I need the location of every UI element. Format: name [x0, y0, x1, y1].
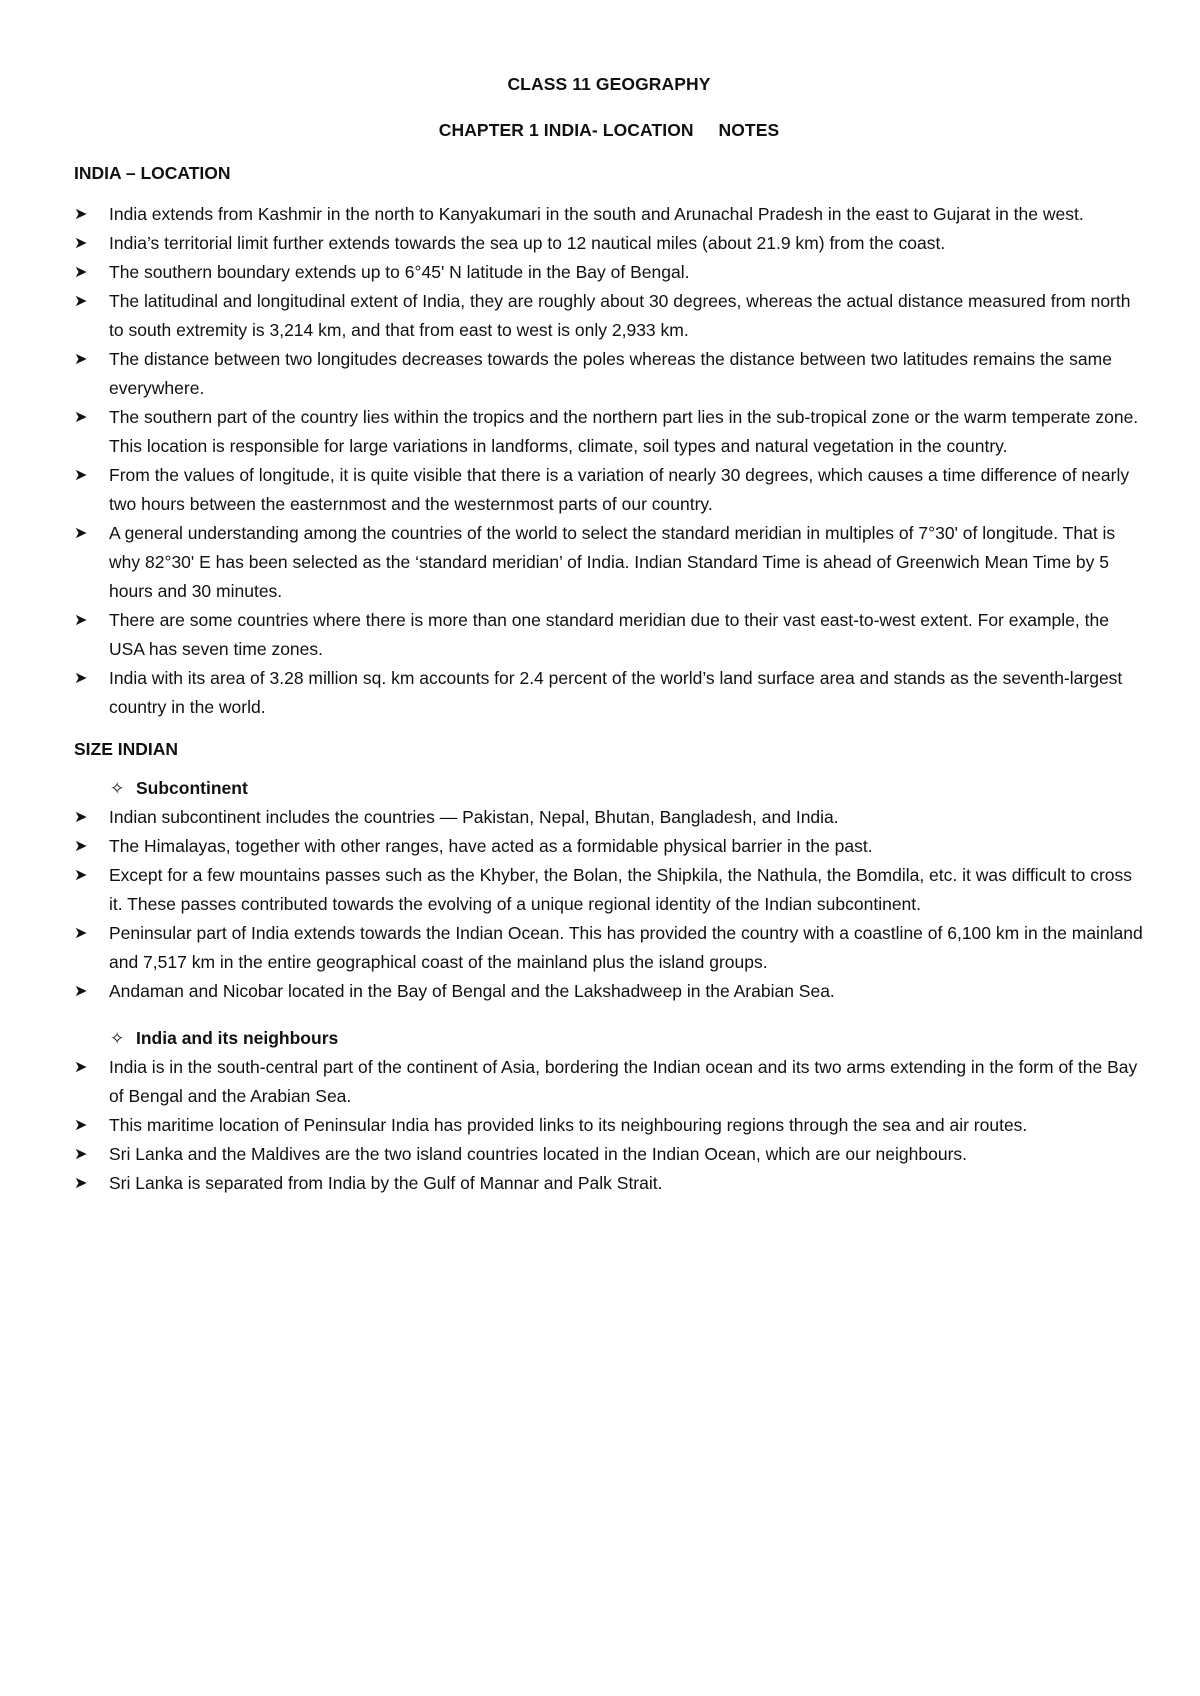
chapter-title: CHAPTER 1 INDIA- LOCATION NOTES	[438, 120, 780, 140]
list-item	[74, 1053, 1144, 1111]
list-item-text: The distance between two longitudes decreases towards the poles whereas the distance between two latitudes remains the same everywhere.	[109, 349, 1112, 398]
list-item-text: There are some countries where there is more than one standard meridian due to their vast east-to-west extent. For example, the USA has seven time zones.	[109, 610, 1109, 659]
diamond-bullet-icon: ✧	[110, 779, 125, 798]
list-item	[74, 1140, 1144, 1169]
subheading-neighbours	[74, 1024, 1144, 1053]
arrow-bullet-icon: ➤	[74, 983, 88, 1000]
list-item	[74, 1111, 1144, 1140]
list-item-text: Andaman and Nicobar located in the Bay of Bengal and the Lakshadweep in the Arabian Sea.	[109, 981, 835, 1001]
list-item	[74, 258, 1144, 287]
list-item	[74, 287, 1144, 345]
diamond-bullet-icon: ✧	[110, 1029, 125, 1048]
arrow-bullet-icon: ➤	[74, 409, 88, 426]
section-heading-size: SIZE INDIAN	[74, 739, 179, 759]
list-item	[74, 345, 1144, 403]
arrow-bullet-icon: ➤	[74, 235, 88, 252]
list-item-text: Indian subcontinent includes the countries — Pakistan, Nepal, Bhutan, Bangladesh, and India.	[109, 807, 839, 827]
section-heading-location: INDIA – LOCATION	[74, 163, 231, 183]
location-bullet-list	[74, 200, 1144, 722]
arrow-bullet-icon: ➤	[74, 925, 88, 942]
list-item-text: Peninsular part of India extends towards the Indian Ocean. This has provided the country with a coastline of 6,100 km in the mainland and 7,517 km in the entire geographical coast of the mainland plus the island groups.	[109, 923, 1143, 972]
document-content	[74, 70, 1144, 1198]
list-item	[74, 1169, 1144, 1198]
subheading-subcontinent	[74, 774, 1144, 803]
list-item	[74, 200, 1144, 229]
arrow-bullet-icon: ➤	[74, 206, 88, 223]
arrow-bullet-icon: ➤	[74, 838, 88, 855]
document-title: CLASS 11 GEOGRAPHY	[507, 74, 711, 94]
list-item	[74, 919, 1144, 977]
arrow-bullet-icon: ➤	[74, 467, 88, 484]
arrow-bullet-icon: ➤	[74, 293, 88, 310]
subcontinent-bullet-list	[74, 803, 1144, 1006]
neighbours-bullet-list	[74, 1053, 1144, 1198]
list-item	[74, 832, 1144, 861]
list-item-text: This maritime location of Peninsular India has provided links to its neighbouring regions through the sea and air routes.	[109, 1115, 1028, 1135]
arrow-bullet-icon: ➤	[74, 351, 88, 368]
list-item	[74, 664, 1144, 722]
arrow-bullet-icon: ➤	[74, 1175, 88, 1192]
list-item	[74, 229, 1144, 258]
arrow-bullet-icon: ➤	[74, 612, 88, 629]
list-item	[74, 403, 1144, 461]
arrow-bullet-icon: ➤	[74, 525, 88, 542]
arrow-bullet-icon: ➤	[74, 1059, 88, 1076]
subheading-subcontinent-label: Subcontinent	[136, 778, 248, 798]
list-item-text: The southern boundary extends up to 6°45' N latitude in the Bay of Bengal.	[109, 262, 690, 282]
list-item-text: Except for a few mountains passes such as the Khyber, the Bolan, the Shipkila, the Nathula, the Bomdila, etc. it was difficult to cross it. These passes contributed towards the evolving of a unique regional identity of the Indian subcontinent.	[109, 865, 1132, 914]
arrow-bullet-icon: ➤	[74, 264, 88, 281]
list-item-text: A general understanding among the countries of the world to select the standard meridian in multiples of 7°30' of longitude. That is why 82°30' E has been selected as the ‘standard meridian’ of India. Indian Standard Time is ahead of Greenwich Mean Time by 5 hours and 30 minutes.	[109, 523, 1116, 601]
list-item-text: Sri Lanka is separated from India by the Gulf of Mannar and Palk Strait.	[109, 1173, 663, 1193]
list-item-text: Sri Lanka and the Maldives are the two island countries located in the Indian Ocean, which are our neighbours.	[109, 1144, 968, 1164]
list-item-text: India’s territorial limit further extends towards the sea up to 12 nautical miles (about 21.9 km) from the coast.	[109, 233, 946, 253]
list-item	[74, 519, 1144, 606]
list-item	[74, 861, 1144, 919]
list-item-text: The Himalayas, together with other ranges, have acted as a formidable physical barrier in the past.	[109, 836, 873, 856]
list-item-text: The latitudinal and longitudinal extent of India, they are roughly about 30 degrees, whereas the actual distance measured from north to south extremity is 3,214 km, and that from east to west is only 2,933 km.	[109, 291, 1131, 340]
list-item-text: India with its area of 3.28 million sq. km accounts for 2.4 percent of the world’s land surface area and stands as the seventh-largest country in the world.	[109, 668, 1123, 717]
list-item	[74, 803, 1144, 832]
list-item-text: India extends from Kashmir in the north to Kanyakumari in the south and Arunachal Pradesh in the east to Gujarat in the west.	[109, 204, 1084, 224]
list-item	[74, 461, 1144, 519]
arrow-bullet-icon: ➤	[74, 809, 88, 826]
arrow-bullet-icon: ➤	[74, 1117, 88, 1134]
list-item-text: The southern part of the country lies within the tropics and the northern part lies in the sub-tropical zone or the warm temperate zone. This location is responsible for large variations in landforms, climate, soil types and natural vegetation in the country.	[109, 407, 1139, 456]
subheading-neighbours-label: India and its neighbours	[136, 1028, 339, 1048]
arrow-bullet-icon: ➤	[74, 670, 88, 687]
arrow-bullet-icon: ➤	[74, 867, 88, 884]
arrow-bullet-icon: ➤	[74, 1146, 88, 1163]
list-item-text: From the values of longitude, it is quite visible that there is a variation of nearly 30 degrees, which causes a time difference of nearly two hours between the easternmost and the westernmost parts of our country.	[109, 465, 1130, 514]
list-item	[74, 606, 1144, 664]
list-item-text: India is in the south-central part of the continent of Asia, bordering the Indian ocean and its two arms extending in the form of the Bay of Bengal and the Arabian Sea.	[109, 1057, 1138, 1106]
list-item	[74, 977, 1144, 1006]
